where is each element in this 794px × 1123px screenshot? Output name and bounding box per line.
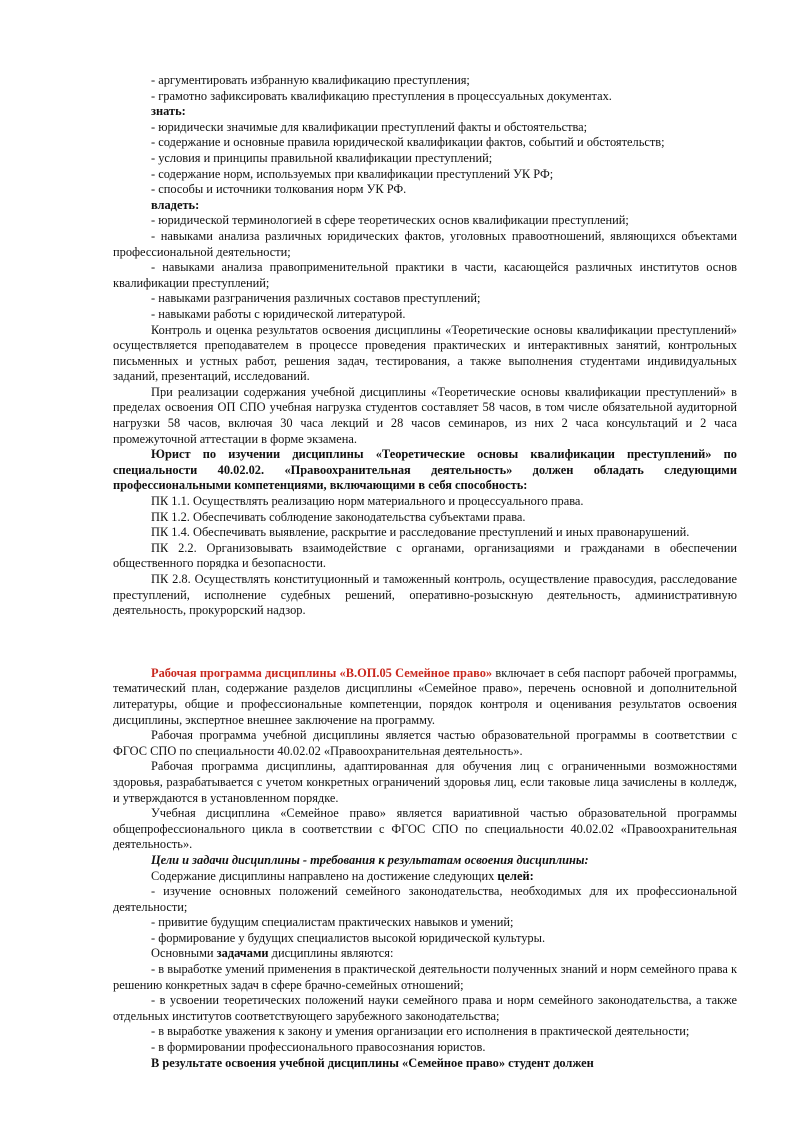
program-intro	[113, 666, 737, 728]
load-paragraph: При реализации содержания учебной дисциплины «Теоретические основы квалификации преступлений» в пределах освоения ОП СПО учебная нагрузка студентов составляет 58 часов, в том числе обязательной аудиторной нагрузки 58 часов, включая 30 часа лекций и 28 часов семинаров, из них 2 часа консультаций и 2 часа промежуточной аттестации в форме экзамена.	[113, 384, 737, 446]
task-item: - в усвоении теоретических положений науки семейного права и норм семейного законодательства, а также отдельных институтов соответствующего зарубежного законодательства;	[113, 993, 737, 1023]
tasks-lead-text: Основными	[151, 946, 217, 961]
task-item: - в выработке умений применения в практической деятельности полученных знаний и норм семейного права к решению конкретных задач в сфере брачно-семейных отношений;	[113, 962, 737, 992]
document-page	[113, 73, 737, 1071]
goal-item: - изучение основных положений семейного законодательства, необходимых для их профессиональной деятельности;	[113, 884, 737, 914]
list-item: - способы и источники толкования норм УК РФ.	[151, 182, 407, 197]
own-heading: владеть:	[151, 197, 200, 212]
tasks-lead-bold: задачами	[216, 946, 269, 961]
list-item: - навыками разграничения различных составов преступлений;	[151, 291, 481, 306]
pk-item: ПК 1.1. Осуществлять реализацию норм материального и процессуального права.	[151, 494, 584, 509]
program-title: Рабочая программа дисциплины «В.ОП.05 Семейное право»	[151, 665, 493, 680]
program-paragraph: Рабочая программа дисциплины, адаптированная для обучения лиц с ограниченными возможностями здоровья, разрабатывается с учетом конкретных ограничений здоровья лиц, если таковые лица зачислены в колледж, и утверждаются в установленном порядке.	[113, 759, 737, 805]
task-item: - в формировании профессионального правосознания юристов.	[151, 1040, 486, 1055]
goals-heading: Цели и задачи дисциплины - требования к результатам освоения дисциплины:	[151, 852, 589, 867]
list-item: - навыками анализа правоприменительной практики в части, касающейся различных институтов основ квалификации преступлений;	[113, 260, 737, 290]
list-item: - содержание и основные правила юридической квалификации фактов, событий и обстоятельств;	[151, 135, 665, 150]
tasks-lead-rest: дисциплины являются:	[268, 946, 394, 961]
list-item: - содержание норм, используемых при квалификации преступлений УК РФ;	[151, 166, 554, 181]
list-item: - юридически значимые для квалификации преступлений факты и обстоятельства;	[151, 119, 588, 134]
list-item: - навыками анализа различных юридических фактов, уголовных правоотношений, являющихся объектами профессиональной деятельности;	[113, 228, 737, 259]
goals-lead-text: Содержание дисциплины направлено на достижение следующих	[151, 868, 498, 883]
pk-item: ПК 2.8. Осуществлять конституционный и таможенный контроль, осуществление правосудия, расследование преступлений, исполнение судебных решений, оперативно-розыскную деятельность, административную деятельность, прокурорский надзор.	[113, 572, 737, 618]
result-heading: В результате освоения учебной дисциплины «Семейное право» студент должен	[151, 1055, 594, 1070]
pk-item: ПК 1.2. Обеспечивать соблюдение законодательства субъектами права.	[151, 509, 526, 524]
list-item: - аргументировать избранную квалификацию преступления;	[151, 73, 470, 87]
program-paragraph: Рабочая программа учебной дисциплины является частью образовательной программы в соответствии с ФГОС СПО по специальности 40.02.02 «Правоохранительная деятельность».	[113, 728, 737, 758]
list-item: - условия и принципы правильной квалификации преступлений;	[151, 150, 493, 165]
list-item: - грамотно зафиксировать квалификацию преступления в процессуальных документах.	[151, 88, 612, 103]
pk-item: ПК 2.2. Организовывать взаимодействие с органами, организациями и гражданами в обеспечении общественного порядка и безопасности.	[113, 540, 737, 571]
goal-item: - формирование у будущих специалистов высокой юридической культуры.	[151, 930, 546, 945]
goals-lead-bold: целей:	[497, 868, 534, 883]
section-gap	[113, 619, 737, 666]
program-paragraph: Учебная дисциплина «Семейное право» является вариативной частью образовательной программы общепрофессионального цикла в соответствии с ФГОС СПО по специальности 40.02.02 «Правоохранительная деятельность».	[113, 806, 737, 852]
know-heading: знать:	[151, 104, 186, 119]
tasks-lead	[113, 946, 737, 962]
list-item: - навыками работы с юридической литературой.	[151, 306, 406, 321]
control-paragraph: Контроль и оценка результатов освоения дисциплины «Теоретические основы квалификации преступлений» осуществляется преподавателем в процессе проведения практических и интерактивных занятий, контрольных письменных и устных работ, решения задач, тестирования, а также выполнения студентами индивидуальных заданий, презентаций, исследований.	[113, 322, 737, 384]
task-item: - в выработке уважения к закону и умения организации его исполнения в практической деятельности;	[151, 1024, 690, 1039]
goal-item: - привитие будущим специалистам практических навыков и умений;	[151, 915, 514, 930]
pk-item: ПК 1.4. Обеспечивать выявление, раскрытие и расследование преступлений и иных правонарушений.	[151, 525, 690, 540]
goals-lead	[113, 869, 737, 885]
program-intro-text: включает в себя паспорт рабочей программы, тематический план, содержание разделов дисциплины «Семейное право», перечень основной и дополнительной литературы, общие и профессиональные компетенции, порядок контроля и оценивания результатов освоения дисциплины, экспертное внешнее заключение на программу.	[113, 665, 737, 727]
competence-heading: Юрист по изучении дисциплины «Теоретические основы квалификации преступлений» по специальности 40.02.02. «Правоохранительная деятельность» должен обладать следующими профессиональными компетенциями, включающими в себя способность:	[113, 447, 737, 493]
list-item: - юридической терминологией в сфере теоретических основ квалификации преступлений;	[151, 213, 629, 228]
